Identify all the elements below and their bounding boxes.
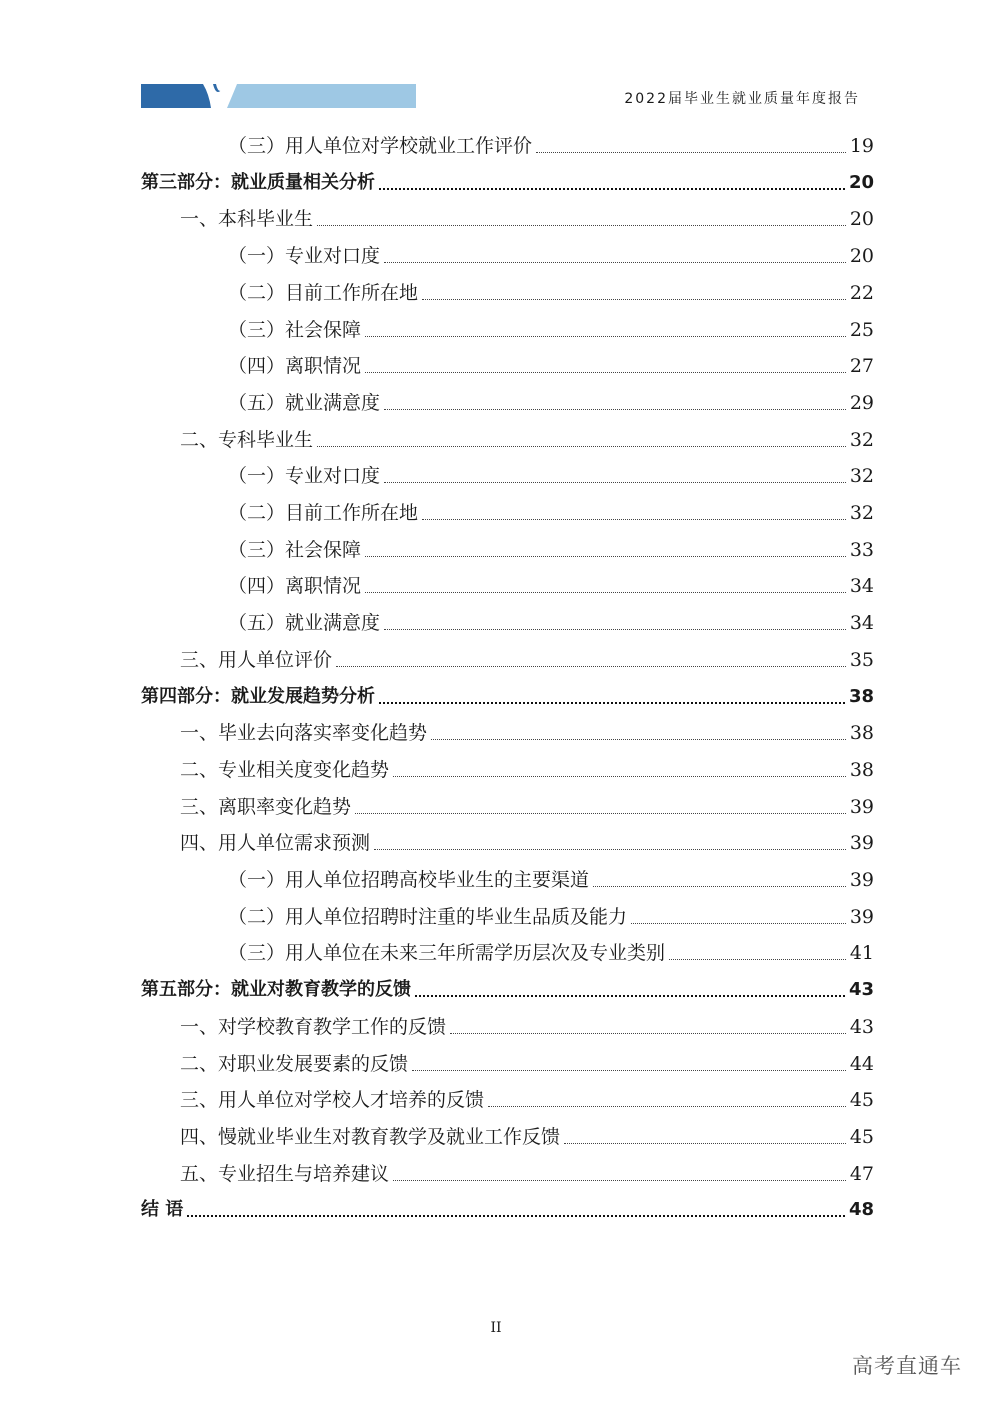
toc-entry-page: 22 bbox=[849, 281, 874, 304]
toc-entry[interactable] bbox=[141, 195, 874, 231]
toc-dot-leader bbox=[365, 336, 846, 337]
toc-entry-page: 33 bbox=[849, 538, 874, 561]
toc-entry-label: 四、用人单位需求预测 bbox=[180, 832, 371, 855]
toc-entry-label: 三、用人单位评价 bbox=[180, 648, 333, 671]
toc-entry-page: 32 bbox=[849, 465, 874, 488]
toc-entry-page: 43 bbox=[848, 979, 874, 1001]
toc-dot-leader bbox=[336, 666, 846, 667]
header-banner-logo bbox=[141, 84, 416, 108]
toc-entry[interactable] bbox=[141, 1113, 874, 1149]
toc-dot-leader bbox=[393, 776, 846, 777]
toc-entry-page: 38 bbox=[849, 722, 874, 745]
toc-dot-leader bbox=[412, 1070, 846, 1071]
toc-entry[interactable] bbox=[141, 636, 874, 672]
toc-dot-leader bbox=[384, 629, 846, 630]
toc-entry-label: （五）就业满意度 bbox=[228, 612, 381, 635]
toc-entry-label: （三）社会保障 bbox=[228, 318, 362, 341]
toc-dot-leader bbox=[536, 152, 846, 153]
toc-entry-page: 39 bbox=[849, 905, 874, 928]
toc-dot-leader bbox=[355, 813, 846, 814]
toc-entry-label: 三、离职率变化趋势 bbox=[180, 795, 352, 818]
toc-entry-label: （四）离职情况 bbox=[228, 575, 362, 598]
toc-dot-leader bbox=[450, 1033, 846, 1034]
toc-entry-label: （三）用人单位在未来三年所需学历层次及专业类别 bbox=[228, 942, 666, 965]
toc-entry-label: 第三部分：就业质量相关分析 bbox=[141, 171, 375, 193]
toc-entry-page: 39 bbox=[849, 869, 874, 891]
toc-entry-page: 27 bbox=[849, 355, 874, 378]
toc-entry-page: 20 bbox=[849, 208, 874, 231]
toc-entry-label: （一）专业对口度 bbox=[228, 245, 381, 268]
toc-entry[interactable] bbox=[141, 856, 874, 892]
toc-entry-label: （四）离职情况 bbox=[228, 355, 362, 378]
toc-entry-page: 32 bbox=[849, 428, 874, 451]
toc-entry[interactable] bbox=[141, 159, 874, 195]
toc-entry[interactable] bbox=[141, 673, 874, 709]
toc-entry[interactable] bbox=[141, 1003, 874, 1039]
toc-entry-label: （一）用人单位招聘高校毕业生的主要渠道 bbox=[228, 869, 590, 891]
toc-entry[interactable] bbox=[141, 1150, 874, 1186]
toc-entry[interactable] bbox=[141, 452, 874, 488]
report-header-title: 2022届毕业生就业质量年度报告 bbox=[624, 91, 860, 107]
toc-entry-page: 45 bbox=[849, 1089, 874, 1112]
toc-dot-leader bbox=[365, 592, 846, 593]
toc-entry[interactable] bbox=[141, 929, 874, 965]
toc-dot-leader bbox=[374, 849, 846, 850]
toc-dot-leader bbox=[415, 995, 845, 997]
toc-entry[interactable] bbox=[141, 709, 874, 745]
toc-entry-label: 第四部分：就业发展趋势分析 bbox=[141, 685, 375, 707]
toc-dot-leader bbox=[317, 225, 846, 226]
toc-dot-leader bbox=[422, 519, 846, 520]
toc-entry[interactable] bbox=[141, 819, 874, 855]
toc-entry-label: 二、专科毕业生 bbox=[180, 428, 314, 451]
toc-entry-page: 41 bbox=[849, 942, 874, 965]
toc-entry[interactable] bbox=[141, 893, 874, 929]
toc-entry-page: 29 bbox=[849, 391, 874, 414]
toc-entry-page: 47 bbox=[849, 1162, 874, 1185]
toc-entry-label: （二）目前工作所在地 bbox=[228, 281, 419, 304]
toc-entry[interactable] bbox=[141, 306, 874, 342]
toc-entry-label: 一、毕业去向落实率变化趋势 bbox=[180, 722, 428, 745]
toc-entry[interactable] bbox=[141, 562, 874, 598]
toc-entry-page: 45 bbox=[849, 1125, 874, 1148]
toc-entry[interactable] bbox=[141, 1076, 874, 1112]
toc-entry-page: 38 bbox=[849, 758, 874, 781]
toc-entry-label: 二、对职业发展要素的反馈 bbox=[180, 1052, 409, 1075]
toc-entry-label: 结 语 bbox=[141, 1199, 184, 1221]
toc-entry[interactable] bbox=[141, 526, 874, 562]
toc-entry[interactable] bbox=[141, 1186, 874, 1222]
toc-entry-label: 一、本科毕业生 bbox=[180, 208, 314, 231]
toc-entry[interactable] bbox=[141, 783, 874, 819]
toc-entry-page: 34 bbox=[849, 575, 874, 598]
toc-dot-leader bbox=[431, 739, 846, 740]
toc-entry[interactable] bbox=[141, 489, 874, 525]
toc-entry-label: 四、慢就业毕业生对教育教学及就业工作反馈 bbox=[180, 1125, 561, 1148]
toc-dot-leader bbox=[384, 409, 846, 410]
toc-entry[interactable] bbox=[141, 1040, 874, 1076]
toc-entry-label: （三）用人单位对学校就业工作评价 bbox=[228, 135, 533, 157]
toc-entry[interactable] bbox=[141, 269, 874, 305]
toc-dot-leader bbox=[317, 446, 846, 447]
toc-entry-page: 44 bbox=[849, 1052, 874, 1075]
toc-dot-leader bbox=[365, 556, 846, 557]
toc-entry-page: 43 bbox=[849, 1015, 874, 1038]
toc-entry-page: 35 bbox=[849, 648, 874, 671]
toc-entry-page: 39 bbox=[849, 795, 874, 818]
toc-entry[interactable] bbox=[141, 379, 874, 415]
toc-entry-label: （三）社会保障 bbox=[228, 538, 362, 561]
toc-dot-leader bbox=[384, 482, 846, 483]
toc-entry-page: 39 bbox=[849, 832, 874, 855]
toc-entry[interactable] bbox=[141, 966, 874, 1002]
toc-dot-leader bbox=[379, 188, 845, 190]
toc-dot-leader bbox=[422, 299, 846, 300]
toc-entry-page: 38 bbox=[848, 685, 874, 707]
toc-entry-page: 34 bbox=[849, 612, 874, 635]
toc-entry-label: 第五部分：就业对教育教学的反馈 bbox=[141, 979, 411, 1001]
toc-dot-leader bbox=[187, 1215, 845, 1217]
toc-entry-label: （五）就业满意度 bbox=[228, 391, 381, 414]
toc-entry-page: 25 bbox=[849, 318, 874, 341]
toc-entry-label: 一、对学校教育教学工作的反馈 bbox=[180, 1015, 447, 1038]
toc-entry[interactable] bbox=[141, 746, 874, 782]
toc-entry-label: （一）专业对口度 bbox=[228, 465, 381, 488]
toc-entry-label: （二）用人单位招聘时注重的毕业生品质及能力 bbox=[228, 905, 628, 928]
toc-entry-label: 二、专业相关度变化趋势 bbox=[180, 758, 390, 781]
toc-entry-label: 五、专业招生与培养建议 bbox=[180, 1162, 390, 1185]
toc-entry-page: 20 bbox=[848, 171, 874, 193]
toc-dot-leader bbox=[379, 702, 845, 704]
toc-entry[interactable] bbox=[141, 232, 874, 268]
page-number: II bbox=[490, 1320, 502, 1336]
toc-entry[interactable] bbox=[141, 122, 874, 158]
toc-entry[interactable] bbox=[141, 599, 874, 635]
toc-dot-leader bbox=[365, 372, 846, 373]
watermark-text: 高考直通车 bbox=[852, 1354, 962, 1378]
toc-entry-page: 32 bbox=[849, 502, 874, 524]
toc-dot-leader bbox=[384, 262, 846, 263]
toc-entry-page: 19 bbox=[849, 135, 874, 157]
toc-entry[interactable] bbox=[141, 342, 874, 378]
toc-entry-label: （二）目前工作所在地 bbox=[228, 502, 419, 524]
toc-entry-page: 20 bbox=[849, 245, 874, 268]
toc-entry[interactable] bbox=[141, 416, 874, 452]
toc-dot-leader bbox=[593, 886, 846, 887]
toc-entry-page: 48 bbox=[848, 1199, 874, 1221]
toc-dot-leader bbox=[393, 1180, 846, 1181]
toc-dot-leader bbox=[564, 1143, 846, 1144]
toc-dot-leader bbox=[669, 959, 846, 960]
toc-dot-leader bbox=[631, 923, 846, 924]
toc-dot-leader bbox=[488, 1106, 846, 1107]
toc-entry-label: 三、用人单位对学校人才培养的反馈 bbox=[180, 1089, 485, 1112]
